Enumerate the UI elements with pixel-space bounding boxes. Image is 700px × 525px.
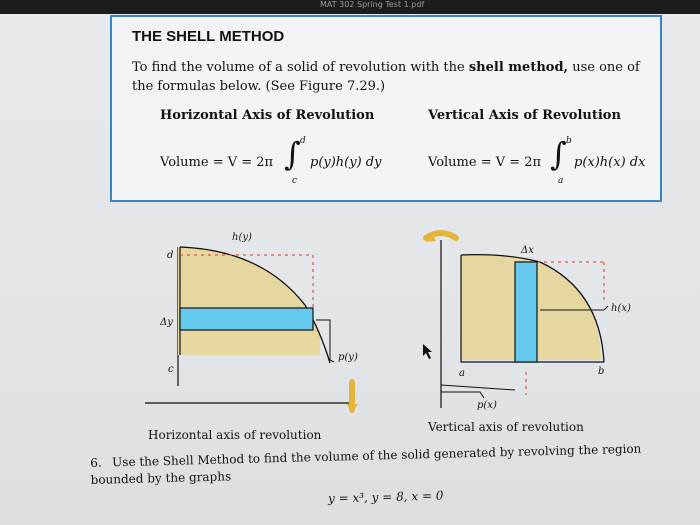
exercise-equation: y = x³, y = 8, x = 0 [327,488,444,506]
left-c-label: c [168,364,174,375]
intro-bold: shell method, [468,60,569,75]
left-p-label: p(y) [338,352,358,363]
intro-text: To find the volume of a solid of revolution with the [132,60,469,75]
exercise-text: Use the Shell Method to find the volume of the solid generated by revolving the region bounded by the graphs [90,441,642,487]
vertical-lower-limit: a [558,176,564,186]
right-a-label: a [459,368,465,379]
intro-text-end: use one of the formulas below. (See Figure 7.29.) [132,60,640,94]
horizontal-upper-limit: d [300,136,306,146]
horizontal-integrand: p(y)h(y) dy [310,155,382,170]
left-dy-label: Δy [160,317,173,328]
exercise-number: 6. [90,455,102,470]
vertical-integrand: p(x)h(x) dx [574,155,646,170]
left-region [178,247,320,355]
vertical-formula-left: Volume = V = 2π [428,155,542,170]
left-arrow-head [346,404,358,412]
right-p-line [441,385,515,390]
right-caption: Vertical axis of revolution [428,420,584,434]
right-figure [426,232,608,408]
right-dx-label: Δx [521,245,534,256]
left-h-label: h(y) [232,232,252,243]
right-p-bracket [441,392,484,398]
horizontal-formula-left: Volume = V = 2π [160,155,274,170]
mouse-cursor-icon [423,344,432,359]
left-figure [145,247,358,412]
box-title: THE SHELL METHOD [132,28,285,45]
right-p-label: p(x) [477,400,497,411]
integral-sign-vertical: ∫ [550,135,567,173]
right-h-label: h(x) [611,303,631,314]
integral-sign-horizontal: ∫ [284,135,301,173]
left-caption: Horizontal axis of revolution [148,428,322,442]
horizontal-heading: Horizontal Axis of Revolution [160,108,375,123]
vertical-heading: Vertical Axis of Revolution [428,108,621,123]
pdf-title: MAT 302 Spring Test 1.pdf [320,0,425,9]
vertical-upper-limit: b [566,136,572,146]
left-d-label: d [167,250,174,261]
right-b-label: b [598,366,605,377]
right-strip [515,262,537,362]
left-strip [180,308,313,330]
horizontal-lower-limit: c [292,176,298,186]
